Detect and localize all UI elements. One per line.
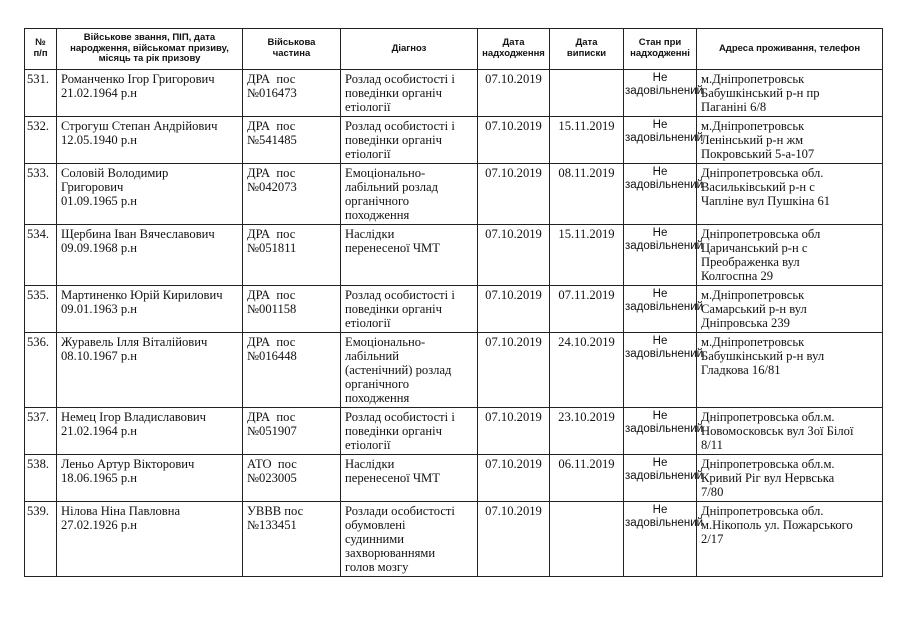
military-unit-cell — [243, 285, 341, 332]
address-cell — [697, 224, 883, 285]
diagnosis-cell — [341, 332, 478, 407]
diagnosis-cell — [341, 69, 478, 116]
cell-line: Васильківський р-н с — [701, 179, 815, 194]
date-in-cell: 07.10.2019 — [478, 501, 550, 576]
military-unit-cell — [243, 454, 341, 501]
cell-line: (астенічний) розлад — [345, 362, 452, 377]
date-in-cell: 07.10.2019 — [478, 163, 550, 224]
cell-line: органічного — [345, 376, 410, 391]
date-out-cell: 08.11.2019 — [550, 163, 624, 224]
state-cell — [624, 163, 704, 224]
state-cell — [624, 454, 704, 501]
cell-line: Розлади особистості — [345, 503, 455, 518]
state-cell — [624, 501, 704, 576]
cell-line: виписки — [566, 47, 607, 59]
cell-line: Гладкова 16/81 — [701, 362, 781, 377]
cell-line: Розлад особистості і — [345, 71, 455, 86]
cell-line: №051811 — [247, 240, 297, 255]
cell-line: Паганіні 6/8 — [701, 99, 767, 114]
cell-line: місяць та рік призову — [98, 53, 201, 64]
cell-line: судинними — [345, 531, 405, 546]
cell-line: задовільнений — [625, 84, 704, 97]
cell-line: 27.02.1926 р.н — [61, 517, 138, 532]
cell-line: №001158 — [247, 301, 297, 316]
cell-line: етіології — [345, 437, 391, 452]
cell-line: перенесеної ЧМТ — [345, 240, 440, 255]
cell-line: походження — [345, 390, 410, 405]
cell-line: поведінки органіч — [345, 423, 442, 438]
cell-line: Військове звання, ПІП, дата — [83, 32, 216, 43]
cell-line: №016473 — [247, 85, 297, 100]
address-cell — [697, 454, 883, 501]
cell-line: Дніпропетровська обл. — [701, 165, 824, 180]
cell-line: м.Дніпропетровськ — [701, 118, 805, 133]
cell-line: надходження — [482, 47, 545, 59]
cell-line: Розлад особистості і — [345, 118, 455, 133]
table-row — [25, 407, 883, 454]
header-date-in — [478, 29, 550, 70]
military-unit-cell — [243, 501, 341, 576]
cell-line: Дніпропетровська обл. — [701, 503, 824, 518]
cell-line: №023005 — [247, 470, 297, 485]
cell-line: 18.06.1965 р.н — [61, 470, 138, 485]
date-in-cell: 07.10.2019 — [478, 332, 550, 407]
cell-line: п/п — [33, 47, 48, 59]
cell-line: ДРА пос — [247, 226, 296, 241]
table-row — [25, 163, 883, 224]
date-out-cell: 23.10.2019 — [550, 407, 624, 454]
cell-line: Адреса проживання, телефон — [718, 42, 861, 54]
diagnosis-cell — [341, 285, 478, 332]
table-header-row — [25, 29, 883, 70]
cell-line: походження — [345, 207, 410, 222]
cell-line: Царичанський р-н с — [701, 240, 808, 255]
cell-line: Не — [652, 334, 668, 347]
header-state — [624, 29, 697, 70]
cell-line: Самарський р-н вул — [701, 301, 807, 316]
date-out-cell: 07.11.2019 — [550, 285, 624, 332]
cell-line: Немец Ігор Владиславович — [61, 409, 206, 424]
row-number-cell: 531. — [25, 69, 57, 116]
cell-line: Військова — [267, 37, 316, 49]
cell-line: Романченко Ігор Григорович — [61, 71, 215, 86]
cell-line: АТО пос — [247, 456, 297, 471]
military-unit-cell — [243, 332, 341, 407]
cell-line: №051907 — [247, 423, 297, 438]
date-out-cell: 15.11.2019 — [550, 116, 624, 163]
cell-line: №133451 — [247, 517, 297, 532]
cell-line: Не — [652, 165, 668, 178]
row-number-cell: 539. — [25, 501, 57, 576]
header-unit — [243, 29, 341, 70]
cell-line: Діагноз — [391, 42, 427, 54]
header-number — [25, 29, 57, 70]
cell-line: Емоціонально- — [345, 334, 426, 349]
table-row — [25, 501, 883, 576]
cell-line: Дніпропетровська обл.м. — [701, 409, 835, 424]
header-person — [57, 29, 243, 70]
state-cell — [624, 407, 704, 454]
cell-line: Ленінський р-н жм — [701, 132, 804, 147]
cell-line: лабільний розлад — [345, 179, 439, 194]
cell-line: 01.09.1965 р.н — [61, 193, 138, 208]
date-in-cell: 07.10.2019 — [478, 285, 550, 332]
header-address — [697, 29, 883, 70]
cell-line: поведінки органіч — [345, 132, 442, 147]
cell-line: №016448 — [247, 348, 297, 363]
document-page — [24, 28, 882, 577]
cell-line: м.Дніпропетровськ — [701, 287, 805, 302]
row-number-cell: 536. — [25, 332, 57, 407]
cell-line: Не — [652, 226, 668, 239]
military-unit-cell — [243, 116, 341, 163]
cell-line: голов мозгу — [345, 559, 409, 574]
cell-line: етіології — [345, 315, 391, 330]
military-unit-cell — [243, 163, 341, 224]
diagnosis-cell — [341, 116, 478, 163]
cell-line: ДРА пос — [247, 334, 296, 349]
cell-line: Преображенка вул — [701, 254, 800, 269]
person-cell — [57, 224, 243, 285]
person-cell — [57, 285, 243, 332]
cell-line: 7/80 — [701, 484, 724, 499]
diagnosis-cell — [341, 501, 478, 576]
diagnosis-cell — [341, 163, 478, 224]
table-row — [25, 69, 883, 116]
cell-line: етіології — [345, 99, 391, 114]
date-out-cell: 15.11.2019 — [550, 224, 624, 285]
cell-line: № — [35, 37, 46, 49]
cell-line: Стан при — [638, 37, 682, 49]
cell-line: Соловій Володимир — [61, 165, 169, 180]
diagnosis-cell — [341, 454, 478, 501]
cell-line: Наслідки — [345, 226, 395, 241]
cell-line: 2/17 — [701, 531, 724, 546]
date-in-cell: 07.10.2019 — [478, 116, 550, 163]
cell-line: Дата — [575, 37, 598, 49]
cell-line: задовільнений — [625, 131, 704, 144]
state-cell — [624, 224, 704, 285]
cell-line: Не — [652, 409, 668, 422]
cell-line: надходженні — [630, 47, 690, 59]
address-cell — [697, 69, 883, 116]
cell-line: 12.05.1940 р.н — [61, 132, 138, 147]
date-out-cell: 06.11.2019 — [550, 454, 624, 501]
person-cell — [57, 69, 243, 116]
cell-line: 21.02.1964 р.н — [61, 423, 138, 438]
date-in-cell: 07.10.2019 — [478, 454, 550, 501]
date-in-cell: 07.10.2019 — [478, 407, 550, 454]
table-row — [25, 454, 883, 501]
cell-line: Чапліне вул Пушкіна 61 — [701, 193, 831, 208]
address-cell — [697, 407, 883, 454]
cell-line: Емоціонально- — [345, 165, 426, 180]
cell-line: задовільнений — [625, 239, 704, 252]
cell-line: захворюваннями — [345, 545, 436, 560]
cell-line: ДРА пос — [247, 165, 296, 180]
cell-line: Щербина Іван Вячеславович — [61, 226, 215, 241]
cell-line: частина — [272, 47, 311, 59]
row-number-cell: 532. — [25, 116, 57, 163]
cell-line: ДРА пос — [247, 287, 296, 302]
cell-line: Не — [652, 118, 668, 131]
date-in-cell: 07.10.2019 — [478, 224, 550, 285]
cell-line: Не — [652, 503, 668, 516]
address-cell — [697, 116, 883, 163]
address-cell — [697, 163, 883, 224]
date-in-cell: 07.10.2019 — [478, 69, 550, 116]
cell-line: Григорович — [61, 179, 124, 194]
cell-line: Наслідки — [345, 456, 395, 471]
cell-line: Нілова Ніна Павловна — [61, 503, 181, 518]
person-cell — [57, 332, 243, 407]
cell-line: Строгуш Степан Андрійович — [61, 118, 218, 133]
person-cell — [57, 454, 243, 501]
cell-line: Не — [652, 287, 668, 300]
cell-line: задовільнений — [625, 469, 704, 482]
cell-line: задовільнений — [625, 422, 704, 435]
table-row — [25, 332, 883, 407]
row-number-cell: 533. — [25, 163, 57, 224]
patients-table — [24, 28, 883, 577]
state-cell — [624, 69, 704, 116]
state-cell — [624, 332, 704, 407]
date-out-cell: 24.10.2019 — [550, 332, 624, 407]
cell-line: Дата — [502, 37, 525, 49]
cell-line: Леньо Артур Вікторович — [61, 456, 195, 471]
cell-line: Кривий Ріг вул Нервська — [701, 470, 835, 485]
cell-line: 09.09.1968 р.н — [61, 240, 138, 255]
state-cell — [624, 285, 704, 332]
cell-line: обумовлені — [345, 517, 406, 532]
diagnosis-cell — [341, 224, 478, 285]
table-row — [25, 116, 883, 163]
cell-line: м.Дніпропетровськ — [701, 71, 805, 86]
cell-line: 09.01.1963 р.н — [61, 301, 138, 316]
header-diagnosis — [341, 29, 478, 70]
cell-line: Не — [652, 456, 668, 469]
cell-line: Дніпропетровська обл.м. — [701, 456, 835, 471]
cell-line: перенесеної ЧМТ — [345, 470, 440, 485]
row-number-cell: 538. — [25, 454, 57, 501]
cell-line: Покровський 5-а-107 — [701, 146, 815, 161]
state-cell — [624, 116, 704, 163]
table-body — [25, 69, 883, 576]
table-row — [25, 285, 883, 332]
cell-line: 08.10.1967 р.н — [61, 348, 138, 363]
military-unit-cell — [243, 407, 341, 454]
cell-line: задовільнений — [625, 300, 704, 313]
cell-line: м.Нікополь ул. Пожарського — [701, 517, 853, 532]
cell-line: Мартиненко Юрій Кирилович — [61, 287, 223, 302]
address-cell — [697, 285, 883, 332]
person-cell — [57, 163, 243, 224]
cell-line: Дніпровська 239 — [701, 315, 790, 330]
cell-line: задовільнений — [625, 516, 704, 529]
cell-line: Розлад особистості і — [345, 287, 455, 302]
cell-line: №541485 — [247, 132, 297, 147]
cell-line: Не — [652, 71, 668, 84]
military-unit-cell — [243, 69, 341, 116]
cell-line: задовільнений — [625, 178, 704, 191]
address-cell — [697, 501, 883, 576]
header-date-out — [550, 29, 624, 70]
cell-line: Бабушкінський р-н пр — [701, 85, 820, 100]
cell-line: 8/11 — [701, 437, 723, 452]
cell-line: задовільнений — [625, 347, 704, 360]
date-out-cell — [550, 69, 624, 116]
cell-line: лабільний — [345, 348, 400, 363]
cell-line: ДРА пос — [247, 118, 296, 133]
person-cell — [57, 116, 243, 163]
person-cell — [57, 407, 243, 454]
cell-line: ДРА пос — [247, 409, 296, 424]
cell-line: поведінки органіч — [345, 301, 442, 316]
row-number-cell: 537. — [25, 407, 57, 454]
cell-line: Дніпропетровська обл — [701, 226, 821, 241]
diagnosis-cell — [341, 407, 478, 454]
row-number-cell: 535. — [25, 285, 57, 332]
cell-line: Колгоспна 29 — [701, 268, 774, 283]
date-out-cell — [550, 501, 624, 576]
cell-line: Розлад особистості і — [345, 409, 455, 424]
cell-line: м.Дніпропетровськ — [701, 334, 805, 349]
row-number-cell: 534. — [25, 224, 57, 285]
cell-line: Журавель Ілля Віталійович — [61, 334, 208, 349]
cell-line: народження, військомат призиву, — [70, 42, 229, 54]
address-cell — [697, 332, 883, 407]
cell-line: Бабушкінський р-н вул — [701, 348, 825, 363]
cell-line: УВВВ пос — [247, 503, 304, 518]
cell-line: етіології — [345, 146, 391, 161]
cell-line: органічного — [345, 193, 410, 208]
cell-line: поведінки органіч — [345, 85, 442, 100]
table-row — [25, 224, 883, 285]
cell-line: №042073 — [247, 179, 297, 194]
person-cell — [57, 501, 243, 576]
cell-line: Новомосковськ вул Зої Білої — [701, 423, 854, 438]
cell-line: ДРА пос — [247, 71, 296, 86]
cell-line: 21.02.1964 р.н — [61, 85, 138, 100]
military-unit-cell — [243, 224, 341, 285]
